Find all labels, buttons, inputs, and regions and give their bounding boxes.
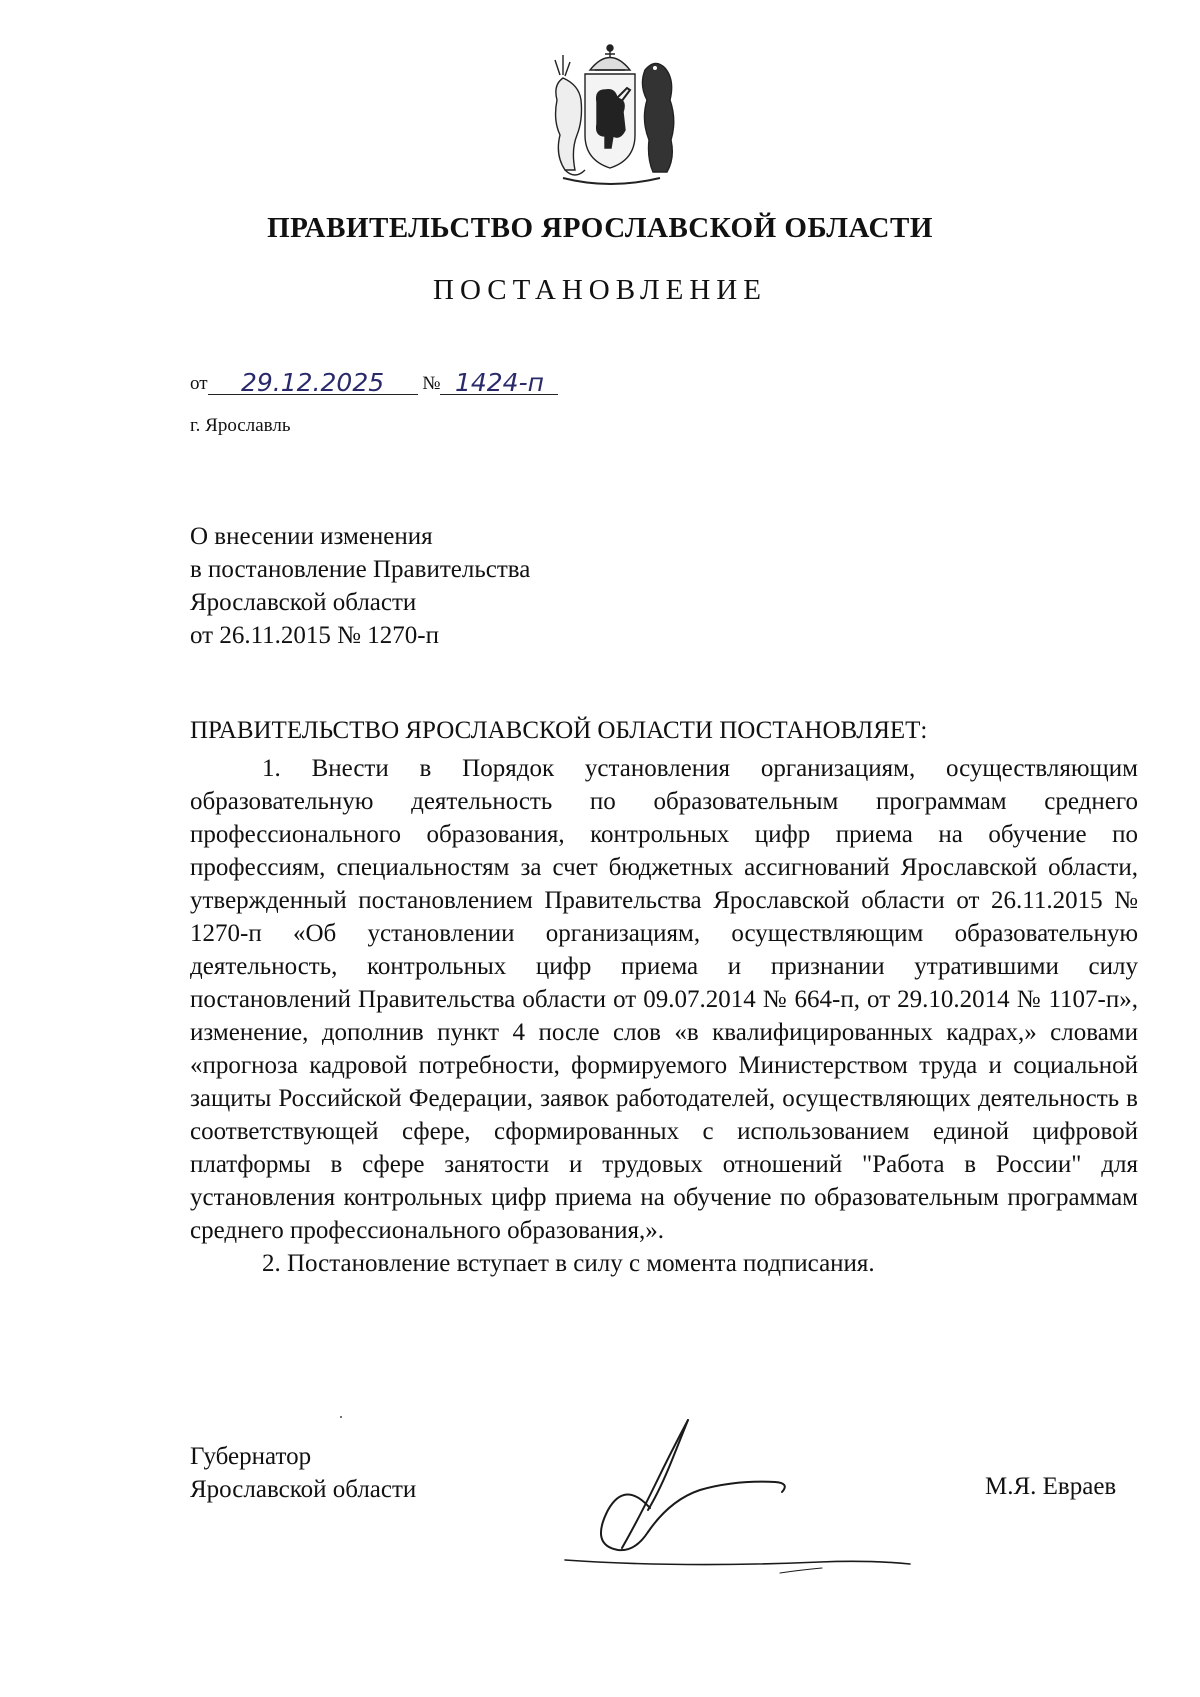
signatory-role-line: Ярославской области [190, 1476, 417, 1503]
date-value: 29.12.2025 [208, 372, 418, 395]
city: г. Ярославль [190, 415, 291, 436]
date-prefix: от [190, 373, 208, 394]
paragraph-1: 1. Внести в Порядок установления организациям, осуществляющим образовательную деятельность по образовательным программам среднего профессионального образования, контрольных цифр приема на обучение по профессиям, специальностям за счет бюджетных ассигнований Ярославской области, утвержденный постановлением Правительства Ярославской области от 26.11.2015 № 1270-п «Об установлении организациям, осуществляющим образовательную деятельность, контрольных цифр приема и признании утратившими силу постановлений Правительства области от 09.07.2014 № 664-п, от 29.10.2014 № 1107-п», изменение, дополнив пункт 4 после слов «в квалифицированных кадрах,» словами «прогноза кадровой потребности, формируемого Министерством труда и социальной защиты Российской Федерации, заявок работодателей, осуществляющих деятельность в соответствующей сфере, сформированных с использованием единой цифровой платформы в сфере занятости и трудовых отношений "Работа в России" для установления контрольных цифр приема на обучение по образовательным программам среднего профессионального образования,». [190, 755, 1138, 1244]
subject-block [190, 520, 530, 652]
registration-line [190, 368, 558, 397]
organization-title: ПРАВИТЕЛЬСТВО ЯРОСЛАВСКОЙ ОБЛАСТИ [267, 212, 933, 244]
subject-line: от 26.11.2015 № 1270-п [190, 622, 439, 649]
preamble: ПРАВИТЕЛЬСТВО ЯРОСЛАВСКОЙ ОБЛАСТИ ПОСТАНОВЛЯЕТ: [190, 717, 928, 744]
coat-of-arms-emblem [535, 40, 685, 190]
signatory-name: М.Я. Евраев [985, 1473, 1117, 1500]
document-type: ПОСТАНОВЛЕНИЕ [433, 274, 767, 306]
handwritten-signature [560, 1410, 940, 1580]
document-body [190, 752, 1138, 1280]
number-value: 1424-п [440, 372, 558, 395]
scan-speck [340, 1416, 342, 1418]
subject-line: Ярославской области [190, 589, 417, 616]
signatory-role-line: Губернатор [190, 1443, 312, 1470]
signatory-role [190, 1440, 416, 1506]
subject-line: в постановление Правительства [190, 556, 531, 583]
paragraph-2: 2. Постановление вступает в силу с момента подписания. [262, 1250, 875, 1277]
number-prefix: № [422, 373, 441, 394]
subject-line: О внесении изменения [190, 523, 433, 550]
